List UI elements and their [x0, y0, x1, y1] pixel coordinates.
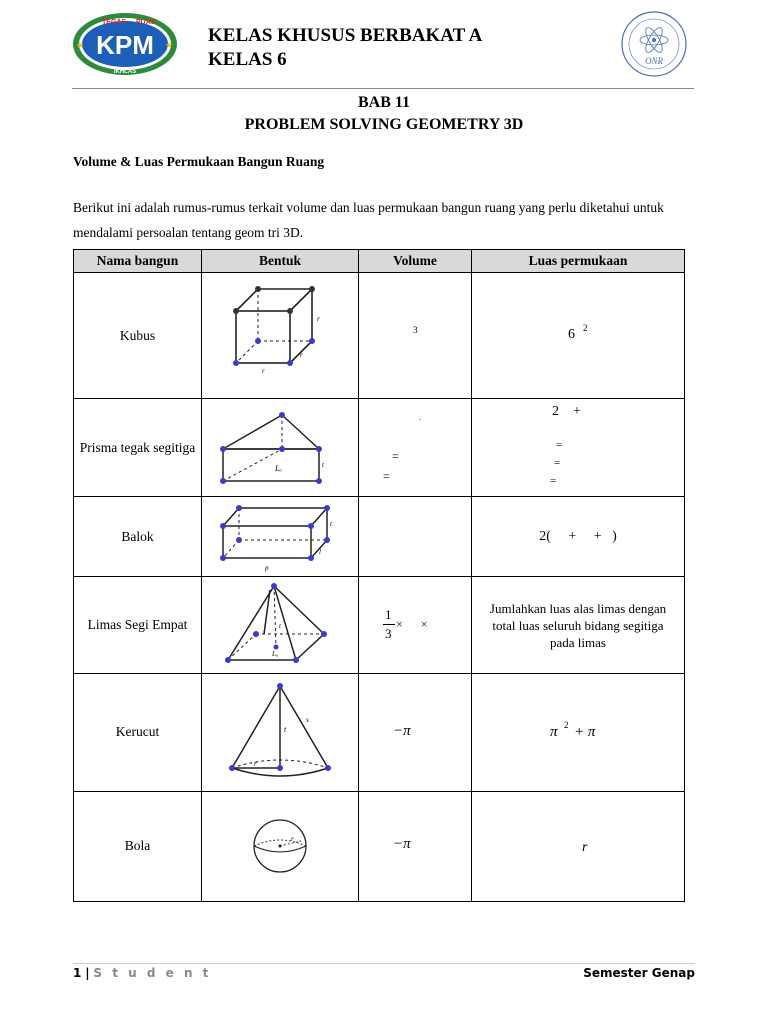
header-volume: Volume [359, 250, 472, 273]
volume-kerucut: −π [359, 673, 472, 791]
svg-text:l: l [319, 547, 321, 556]
volume-limas: 1 3 × × [359, 577, 472, 673]
page-number: 1 [73, 966, 82, 980]
cube-figure [220, 281, 340, 391]
volume-kubus: 3 [359, 273, 472, 399]
footer-divider [73, 963, 695, 964]
svg-text:r: r [300, 350, 303, 359]
cube-figure-cell [202, 273, 359, 399]
balok-figure [215, 500, 345, 574]
table-row [74, 673, 685, 791]
header-bentuk: Bentuk [202, 250, 359, 273]
area-balok: 2( + + ) [472, 497, 685, 577]
table-row [74, 791, 685, 901]
cone-figure [220, 678, 340, 786]
footer-page [73, 966, 211, 980]
shape-name-balok: Balok [74, 497, 202, 577]
title-line-1: KELAS KHUSUS BERBAKAT A [208, 25, 483, 46]
footer-label: S t u d e n t [93, 966, 212, 980]
svg-text:p: p [265, 563, 269, 572]
svg-text:★: ★ [76, 41, 85, 51]
area-bola: r [472, 791, 685, 901]
table-row [74, 399, 685, 497]
svg-text:ONR: ONR [645, 56, 663, 66]
svg-text:t: t [322, 460, 324, 469]
svg-text:r: r [254, 760, 257, 769]
shape-name-prisma: Prisma tegak segitiga [74, 399, 202, 497]
svg-text:r: r [317, 314, 320, 323]
svg-text:★: ★ [165, 41, 174, 51]
svg-text:t: t [279, 622, 281, 631]
svg-text:PUAS: PUAS [136, 19, 156, 26]
footer-separator: | [85, 966, 90, 980]
svg-text:KPM: KPM [96, 30, 154, 60]
volume-balok [359, 497, 472, 577]
area-limas: Jumlahkan luas alas limas dengan total luas seluruh bidang segitiga pada limas [472, 577, 685, 673]
cone-figure-cell [202, 673, 359, 791]
prism-figure [215, 403, 345, 493]
sphere-figure-cell [202, 791, 359, 901]
table-row [74, 577, 685, 673]
area-prisma: 2 + = = = [472, 399, 685, 497]
svg-text:r: r [291, 835, 294, 844]
svg-text:t: t [330, 519, 332, 528]
header-divider [72, 88, 694, 89]
formula-table [73, 249, 685, 902]
kpm-logo [72, 12, 178, 76]
shape-name-bola: Bola [74, 791, 202, 901]
olympiad-logo [620, 10, 688, 78]
shape-name-limas: Limas Segi Empat [74, 577, 202, 673]
svg-text:s: s [306, 716, 309, 725]
svg-text:r: r [262, 366, 265, 375]
shape-name-kubus: Kubus [74, 273, 202, 399]
chapter-title: PROBLEM SOLVING GEOMETRY 3D [244, 116, 524, 133]
section-title: Volume & Luas Permukaan Bangun Ruang [73, 154, 325, 169]
title-line-2: KELAS 6 [208, 49, 287, 70]
table-header-row [74, 250, 685, 273]
svg-text:Lₐ: Lₐ [272, 650, 278, 659]
svg-text:t: t [284, 725, 287, 735]
shape-name-kerucut: Kerucut [74, 673, 202, 791]
pyramid-figure [220, 580, 340, 670]
svg-text:TEGAS: TEGAS [102, 19, 127, 26]
chapter-heading [0, 92, 768, 136]
balok-figure-cell [202, 497, 359, 577]
header-luas-permukaan: Luas permukaan [472, 250, 685, 273]
header-nama-bangun: Nama bangun [74, 250, 202, 273]
area-kubus: 6 2 [472, 273, 685, 399]
svg-text:Lₐ: Lₐ [275, 463, 282, 473]
svg-text:IKHLAS: IKHLAS [113, 69, 137, 75]
school-title [208, 24, 482, 72]
table-row [74, 497, 685, 577]
sphere-figure [235, 811, 325, 881]
pyramid-figure-cell [202, 577, 359, 673]
prism-figure-cell [202, 399, 359, 497]
intro-paragraph: Berikut ini adalah rumus-rumus terkait volume dan luas permukaan bangun ruang yang perlu diketahui untuk mendalami persoalan tentang geom tri 3D. [73, 200, 664, 240]
volume-bola: −π [359, 791, 472, 901]
volume-prisma: . = = [359, 399, 472, 497]
table-row [74, 273, 685, 399]
area-kerucut: π 2 + π [472, 673, 685, 791]
footer-semester: Semester Genap [583, 966, 695, 980]
chapter-number: BAB 11 [357, 94, 410, 111]
